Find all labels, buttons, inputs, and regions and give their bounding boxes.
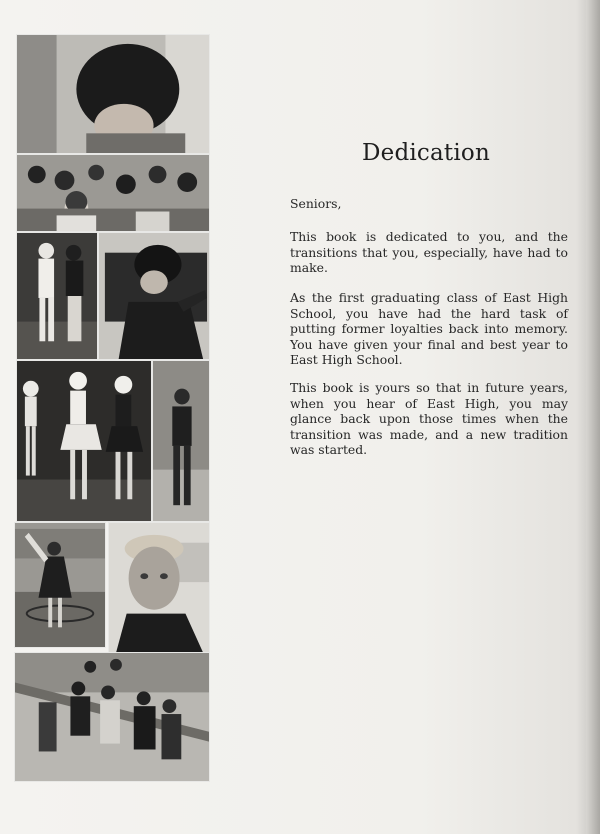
photo-boy-portrait (108, 522, 210, 658)
paragraph-3: This book is yours so that in future years, when you hear of East High, you may glance back upon those times when the transition was made, and a new tradition was started. (290, 380, 568, 458)
photo-girl-profile (16, 34, 210, 154)
photo-cheerleaders (16, 232, 98, 360)
photo-boy-blackboard (98, 232, 210, 360)
page-spine-shadow (586, 0, 600, 834)
photo-collage (12, 32, 210, 782)
photo-crowd (16, 154, 210, 232)
photo-group-bleachers (14, 652, 210, 782)
page-title: Dedication (362, 140, 490, 166)
greeting: Seniors, (290, 196, 342, 211)
paragraph-1: This book is dedicated to you, and the transitions that you, especially, have had to make. (290, 229, 568, 276)
photo-man-standing (152, 360, 210, 522)
paragraph-2: As the first graduating class of East High School, you have had the hard task of putting former loyalties back into memory. You have given your final and best year to East High School. (290, 290, 568, 368)
photo-twirlers (16, 360, 152, 522)
photo-cheerleader-gym (14, 522, 106, 648)
